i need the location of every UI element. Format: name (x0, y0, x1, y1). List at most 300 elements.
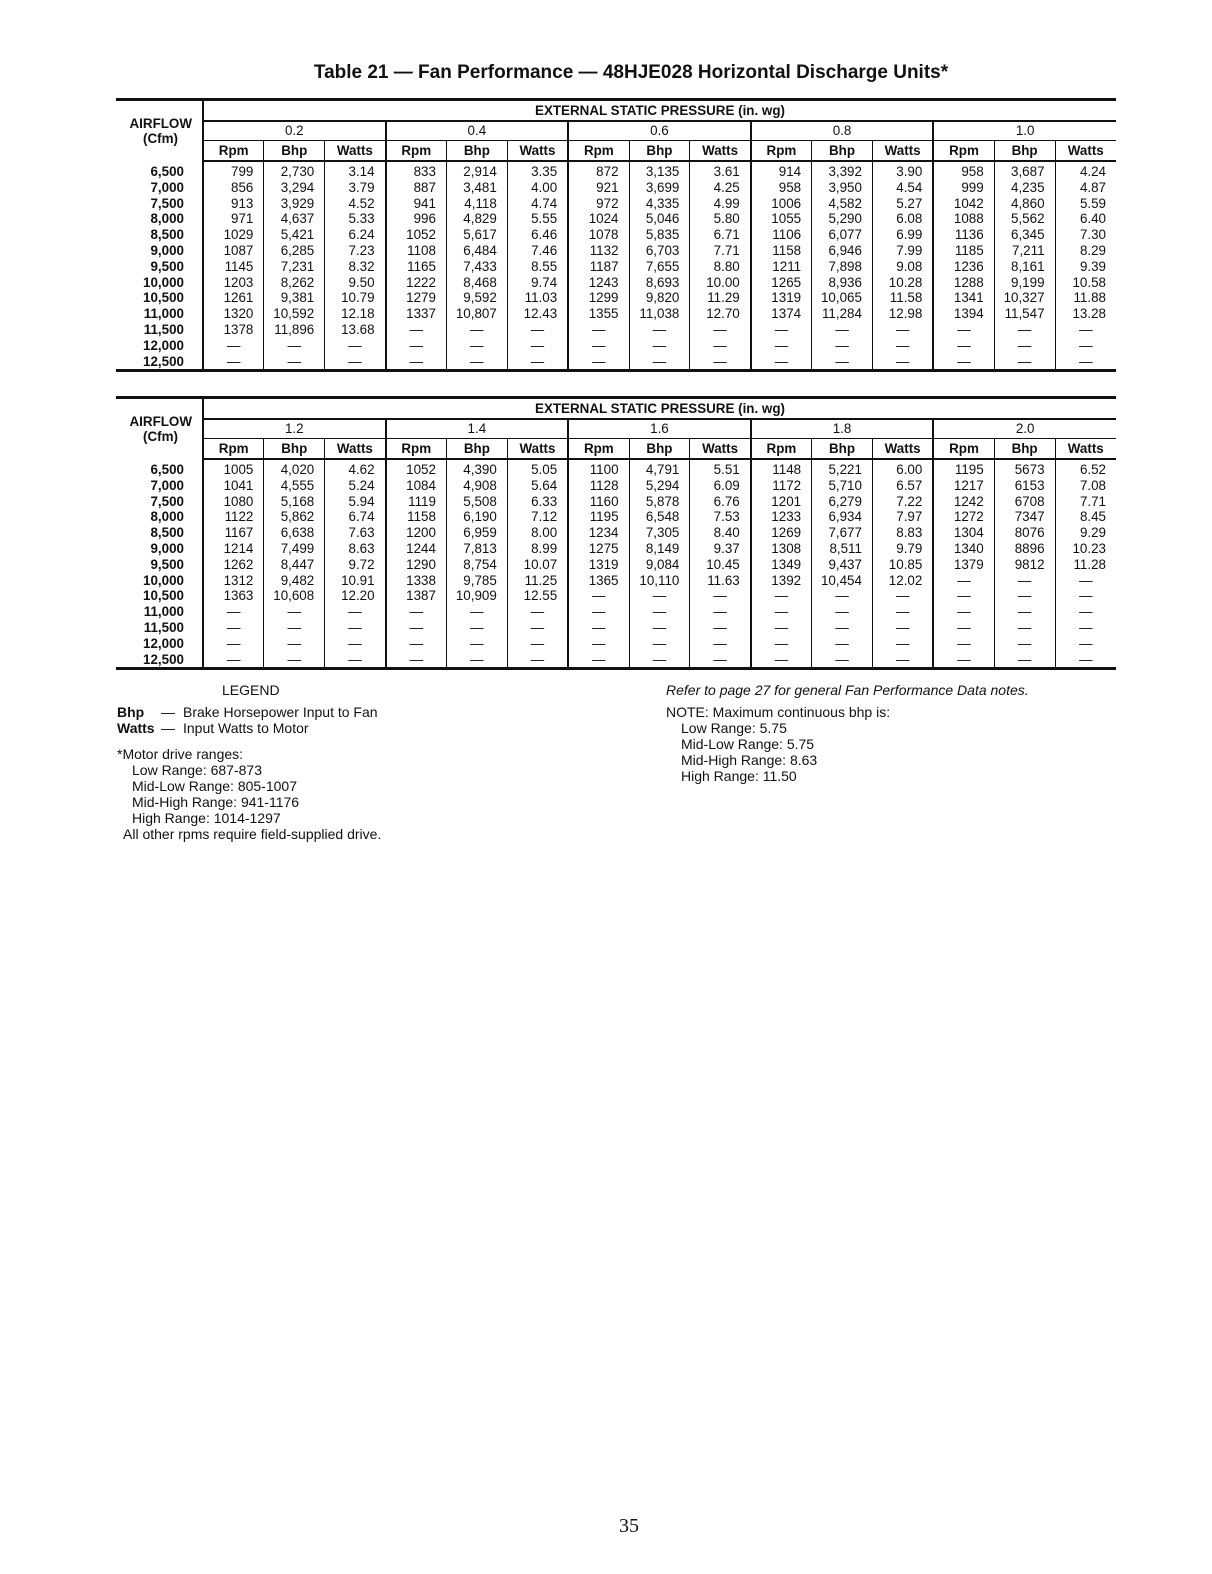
table-row (116, 354, 1116, 371)
table-cell: 4,020 (264, 459, 325, 478)
note-range: High Range: 11.50 (681, 768, 797, 784)
table-cell: — (264, 338, 325, 354)
table-cell: 6.71 (690, 227, 751, 243)
table-cell: 1319 (568, 557, 629, 573)
column-header-watts: Watts (872, 141, 933, 162)
table-cell: 5.59 (1055, 196, 1116, 212)
table-cell: — (568, 620, 629, 636)
table-cell: 8.45 (1055, 509, 1116, 525)
table-cell: 10.23 (1055, 541, 1116, 557)
table-cell: 1106 (751, 227, 812, 243)
airflow-value: 6,500 (150, 461, 184, 477)
table-cell: — (386, 354, 447, 371)
table-cell: — (812, 588, 873, 604)
table-cell: 5,878 (629, 494, 690, 510)
table-cell: 2,914 (446, 161, 507, 180)
column-header-watts: Watts (325, 141, 386, 162)
table-cell: — (933, 620, 994, 636)
table-cell: 7.23 (325, 243, 386, 259)
table-cell: 4.00 (507, 180, 568, 196)
table-cell: 11.88 (1055, 290, 1116, 306)
table-cell: 8076 (994, 525, 1055, 541)
table-cell: 1394 (933, 306, 994, 322)
table-cell: 7,655 (629, 259, 690, 275)
airflow-value: 8,000 (150, 509, 184, 525)
table-cell: 4.87 (1055, 180, 1116, 196)
column-header-bhp: Bhp (629, 141, 690, 162)
pressure-header: 0.8 (751, 121, 934, 141)
table-cell: 1349 (751, 557, 812, 573)
note-heading: NOTE: Maximum continuous bhp is: (666, 704, 891, 720)
legend-key: Watts (117, 720, 155, 736)
table-cell: — (872, 636, 933, 652)
table-cell: 5,862 (264, 509, 325, 525)
table-cell: — (690, 620, 751, 636)
legend-desc: Input Watts to Motor (183, 720, 309, 736)
table-cell: 1195 (568, 509, 629, 525)
table-row (116, 573, 1116, 589)
table-cell: — (446, 652, 507, 669)
table-cell: 1272 (933, 509, 994, 525)
table-cell: 5,221 (812, 459, 873, 478)
table-cell: 1119 (386, 494, 447, 510)
table-cell: 4,908 (446, 478, 507, 494)
table-cell: — (994, 573, 1055, 589)
table-cell: — (1055, 588, 1116, 604)
table-cell: 1214 (203, 541, 264, 557)
column-header-watts: Watts (325, 439, 386, 460)
table-cell: 6,077 (812, 227, 873, 243)
airflow-value: 6,500 (150, 163, 184, 179)
pressure-header: 0.6 (568, 121, 751, 141)
table-cell: 9.39 (1055, 259, 1116, 275)
table-cell: 11.03 (507, 290, 568, 306)
table-cell: 1128 (568, 478, 629, 494)
table-cell: — (629, 338, 690, 354)
table-cell: 3.61 (690, 161, 751, 180)
table-cell: 972 (568, 196, 629, 212)
table-cell: 3.14 (325, 161, 386, 180)
table-cell: 1242 (933, 494, 994, 510)
table-cell: 1136 (933, 227, 994, 243)
table-cell: 6.46 (507, 227, 568, 243)
table-cell: 6,279 (812, 494, 873, 510)
refer-note: Refer to page 27 for general Fan Performance Data notes. (666, 682, 1029, 698)
table-cell: 4,555 (264, 478, 325, 494)
table-cell: — (933, 338, 994, 354)
table-row (116, 227, 1116, 243)
table-cell: — (507, 322, 568, 338)
table-cell: — (325, 604, 386, 620)
column-header-bhp: Bhp (446, 141, 507, 162)
table-cell: 13.28 (1055, 306, 1116, 322)
table-cell: 7.30 (1055, 227, 1116, 243)
table-cell: — (751, 636, 812, 652)
table-cell: 7,677 (812, 525, 873, 541)
column-header-rpm: Rpm (386, 439, 447, 460)
table-cell: 11,284 (812, 306, 873, 322)
table-cell: 1288 (933, 275, 994, 291)
table-cell: 8.40 (690, 525, 751, 541)
column-header-bhp: Bhp (994, 141, 1055, 162)
table-cell: 7,231 (264, 259, 325, 275)
table-cell: 10.91 (325, 573, 386, 589)
table-cell: — (872, 620, 933, 636)
column-header-rpm: Rpm (933, 141, 994, 162)
table-cell: 872 (568, 161, 629, 180)
airflow-value: 7,500 (150, 493, 184, 509)
table-row (116, 478, 1116, 494)
table-cell: 7.63 (325, 525, 386, 541)
table-cell: — (690, 322, 751, 338)
table-cell: 8,936 (812, 275, 873, 291)
table-cell: 10.07 (507, 557, 568, 573)
table-cell: 6.74 (325, 509, 386, 525)
table-row (116, 541, 1116, 557)
airflow-value: 9,500 (150, 556, 184, 572)
airflow-value: 9,000 (150, 540, 184, 556)
table-cell: 4.25 (690, 180, 751, 196)
column-header-rpm: Rpm (568, 439, 629, 460)
table-cell: — (1055, 573, 1116, 589)
table-cell: 1167 (203, 525, 264, 541)
table-cell: 1080 (203, 494, 264, 510)
table-cell: 4,118 (446, 196, 507, 212)
pressure-header: 0.2 (203, 121, 386, 141)
table-cell: — (751, 620, 812, 636)
airflow-value: 12,000 (143, 635, 184, 651)
table-cell: — (812, 354, 873, 371)
table-cell: 1005 (203, 459, 264, 478)
table-cell: — (325, 354, 386, 371)
table-cell: 921 (568, 180, 629, 196)
table-cell: 1055 (751, 211, 812, 227)
table-cell: 6,638 (264, 525, 325, 541)
table-cell: 10.58 (1055, 275, 1116, 291)
table-cell: 10.28 (872, 275, 933, 291)
table-cell: 996 (386, 211, 447, 227)
column-header-rpm: Rpm (568, 141, 629, 162)
table-cell: 6.00 (872, 459, 933, 478)
column-header-row (116, 439, 1116, 460)
table-cell: — (994, 620, 1055, 636)
table-cell: 7.99 (872, 243, 933, 259)
table-title: Table 21 — Fan Performance — 48HJE028 Horizontal Discharge Units* (313, 62, 949, 83)
table-cell: 1024 (568, 211, 629, 227)
table-row (116, 275, 1116, 291)
table-cell: 887 (386, 180, 447, 196)
airflow-value: 8,500 (150, 227, 184, 243)
airflow-header (116, 398, 203, 460)
table-cell: — (507, 620, 568, 636)
table-cell: — (812, 620, 873, 636)
table-cell: — (751, 322, 812, 338)
table-cell: 8,161 (994, 259, 1055, 275)
legend-item-watts (117, 720, 309, 736)
table-cell: 914 (751, 161, 812, 180)
column-header-rpm: Rpm (933, 439, 994, 460)
table-cell: — (386, 604, 447, 620)
motor-heading: *Motor drive ranges: (117, 746, 244, 762)
table-cell: 3.90 (872, 161, 933, 180)
table-cell: 5.64 (507, 478, 568, 494)
table-cell: 1233 (751, 509, 812, 525)
table-cell: 12.02 (872, 573, 933, 589)
table-cell: 1236 (933, 259, 994, 275)
table-cell: 10,592 (264, 306, 325, 322)
table-cell: 12.55 (507, 588, 568, 604)
table-cell: 7,898 (812, 259, 873, 275)
pressure-header: 1.8 (751, 419, 934, 439)
table-row (116, 180, 1116, 196)
table-cell: 1084 (386, 478, 447, 494)
table-cell: 4.52 (325, 196, 386, 212)
table-cell: 7.97 (872, 509, 933, 525)
table-cell: 1379 (933, 557, 994, 573)
airflow-value: 7,000 (150, 477, 184, 493)
column-header-bhp: Bhp (812, 439, 873, 460)
pressure-header: 1.2 (203, 419, 386, 439)
table-row (116, 338, 1116, 354)
table-row (116, 211, 1116, 227)
table-cell: 7,433 (446, 259, 507, 275)
column-header-watts: Watts (507, 439, 568, 460)
table-cell: 958 (933, 161, 994, 180)
table-cell: 3,481 (446, 180, 507, 196)
table-cell: 11.25 (507, 573, 568, 589)
table-cell: — (446, 604, 507, 620)
table-cell: 6.76 (690, 494, 751, 510)
table-cell: — (629, 652, 690, 669)
table-cell: 1290 (386, 557, 447, 573)
table-cell: — (386, 322, 447, 338)
table-cell: 4.24 (1055, 161, 1116, 180)
fan-performance-table-1 (116, 98, 1116, 372)
table-cell: 999 (933, 180, 994, 196)
table-cell: — (507, 636, 568, 652)
table-cell: — (690, 338, 751, 354)
table-cell: 12.43 (507, 306, 568, 322)
table-cell: — (1055, 604, 1116, 620)
column-header-rpm: Rpm (386, 141, 447, 162)
table-cell: 8.99 (507, 541, 568, 557)
table-cell: 1029 (203, 227, 264, 243)
table-cell: 10,909 (446, 588, 507, 604)
table-cell: 1262 (203, 557, 264, 573)
table-cell: 9.08 (872, 259, 933, 275)
table-cell: 5.80 (690, 211, 751, 227)
table-cell: — (203, 338, 264, 354)
table-cell: — (629, 322, 690, 338)
column-header-watts: Watts (507, 141, 568, 162)
table-cell: — (568, 588, 629, 604)
table-cell: 6708 (994, 494, 1055, 510)
column-header-rpm: Rpm (751, 141, 812, 162)
airflow-value: 12,500 (116, 652, 203, 669)
table-cell: 4,235 (994, 180, 1055, 196)
table-cell: 1165 (386, 259, 447, 275)
table-cell: 1158 (386, 509, 447, 525)
table-row (116, 243, 1116, 259)
table-cell: 10.45 (690, 557, 751, 573)
table-cell: 6.99 (872, 227, 933, 243)
airflow-value: 7,500 (150, 195, 184, 211)
table-row (116, 494, 1116, 510)
table-cell: 8,262 (264, 275, 325, 291)
table-cell: 9.37 (690, 541, 751, 557)
table-cell: 8,468 (446, 275, 507, 291)
table-cell: 1363 (203, 588, 264, 604)
table-cell: 6.57 (872, 478, 933, 494)
table-cell: 1341 (933, 290, 994, 306)
table-row (116, 525, 1116, 541)
cfm-label: (Cfm) (143, 131, 178, 146)
table-cell: 8.32 (325, 259, 386, 275)
airflow-value: 12,000 (143, 337, 184, 353)
table-cell: 6.24 (325, 227, 386, 243)
table-cell: — (751, 338, 812, 354)
table-cell: 9,381 (264, 290, 325, 306)
column-header-watts: Watts (690, 439, 751, 460)
table-cell: — (1055, 652, 1116, 669)
table-cell: 1185 (933, 243, 994, 259)
airflow-value: 7,000 (150, 179, 184, 195)
column-header-rpm: Rpm (751, 439, 812, 460)
table-row (116, 306, 1116, 322)
table-row (116, 604, 1116, 620)
note-range: Mid-Low Range: 5.75 (681, 736, 815, 752)
table-cell: — (994, 604, 1055, 620)
table-cell: 8,754 (446, 557, 507, 573)
table-cell: — (994, 636, 1055, 652)
table-cell: 7,499 (264, 541, 325, 557)
table-cell: 8.00 (507, 525, 568, 541)
table-cell: 6,484 (446, 243, 507, 259)
table-cell: 11,038 (629, 306, 690, 322)
table-cell: — (812, 338, 873, 354)
table-cell: 1312 (203, 573, 264, 589)
column-header-watts: Watts (872, 439, 933, 460)
table-cell: — (507, 604, 568, 620)
table-cell: 4.74 (507, 196, 568, 212)
table-cell: — (751, 588, 812, 604)
table-cell: 7.12 (507, 509, 568, 525)
table-cell: — (629, 636, 690, 652)
airflow-value: 8,000 (150, 211, 184, 227)
table-cell: 4.99 (690, 196, 751, 212)
table-cell: 1042 (933, 196, 994, 212)
table-cell: 1275 (568, 541, 629, 557)
table-cell: — (203, 604, 264, 620)
table-row (116, 588, 1116, 604)
table-cell: 4,637 (264, 211, 325, 227)
table-cell: — (568, 338, 629, 354)
table-cell: — (264, 636, 325, 652)
table-cell: 5.24 (325, 478, 386, 494)
table-cell: 3,929 (264, 196, 325, 212)
table-cell: 1132 (568, 243, 629, 259)
airflow-value: 8,500 (150, 525, 184, 541)
table-cell: 7,211 (994, 243, 1055, 259)
table-cell: — (507, 338, 568, 354)
note-range: Low Range: 5.75 (681, 720, 787, 736)
table-cell: 4,791 (629, 459, 690, 478)
table-cell: — (933, 604, 994, 620)
table-cell: 856 (203, 180, 264, 196)
table-cell: — (994, 652, 1055, 669)
table-cell: — (933, 354, 994, 371)
table-cell: 8,511 (812, 541, 873, 557)
table-cell: 4,335 (629, 196, 690, 212)
table-cell: 9,785 (446, 573, 507, 589)
table-cell: 1087 (203, 243, 264, 259)
table-cell: 11,547 (994, 306, 1055, 322)
fan-performance-table-2 (116, 396, 1116, 670)
table-cell: 1222 (386, 275, 447, 291)
table-cell: 1365 (568, 573, 629, 589)
table-row (116, 322, 1116, 338)
table-cell: — (568, 354, 629, 371)
table-cell: 10,608 (264, 588, 325, 604)
table-cell: 10.79 (325, 290, 386, 306)
airflow-value: 9,500 (150, 258, 184, 274)
table-cell: 7,813 (446, 541, 507, 557)
table-cell: — (446, 354, 507, 371)
table-cell: 5,835 (629, 227, 690, 243)
table-cell: — (751, 604, 812, 620)
table-cell: — (933, 573, 994, 589)
table-cell: — (203, 636, 264, 652)
table-cell: 1234 (568, 525, 629, 541)
table-cell: — (203, 652, 264, 669)
table-cell: 3,950 (812, 180, 873, 196)
max-bhp-note (666, 704, 890, 784)
table-cell: — (690, 652, 751, 669)
table-cell: 1100 (568, 459, 629, 478)
table-cell: 1211 (751, 259, 812, 275)
table-cell: 6,190 (446, 509, 507, 525)
table-cell: 1387 (386, 588, 447, 604)
table-cell: — (386, 620, 447, 636)
table-cell: 3.79 (325, 180, 386, 196)
table-cell: 6153 (994, 478, 1055, 494)
table-cell: — (386, 636, 447, 652)
table-cell: 8,693 (629, 275, 690, 291)
table-cell: 6,548 (629, 509, 690, 525)
table-cell: 10,807 (446, 306, 507, 322)
table-cell: 1200 (386, 525, 447, 541)
table-cell: 6,959 (446, 525, 507, 541)
table-cell: 1374 (751, 306, 812, 322)
table-cell: 7.71 (1055, 494, 1116, 510)
table-cell: 12.18 (325, 306, 386, 322)
table-row (116, 557, 1116, 573)
column-header-row (116, 141, 1116, 162)
table-cell: 1172 (751, 478, 812, 494)
table-cell: 1279 (386, 290, 447, 306)
motor-footer: All other rpms require field-supplied drive. (123, 826, 382, 842)
table-cell: — (446, 636, 507, 652)
legend-item-bhp (117, 704, 378, 720)
table-cell: — (507, 652, 568, 669)
table-cell: 9.79 (872, 541, 933, 557)
table-cell: — (264, 620, 325, 636)
table-cell: — (812, 604, 873, 620)
table-cell: 1265 (751, 275, 812, 291)
table-cell: 5,617 (446, 227, 507, 243)
column-header-rpm: Rpm (203, 439, 264, 460)
table-cell: 5,046 (629, 211, 690, 227)
